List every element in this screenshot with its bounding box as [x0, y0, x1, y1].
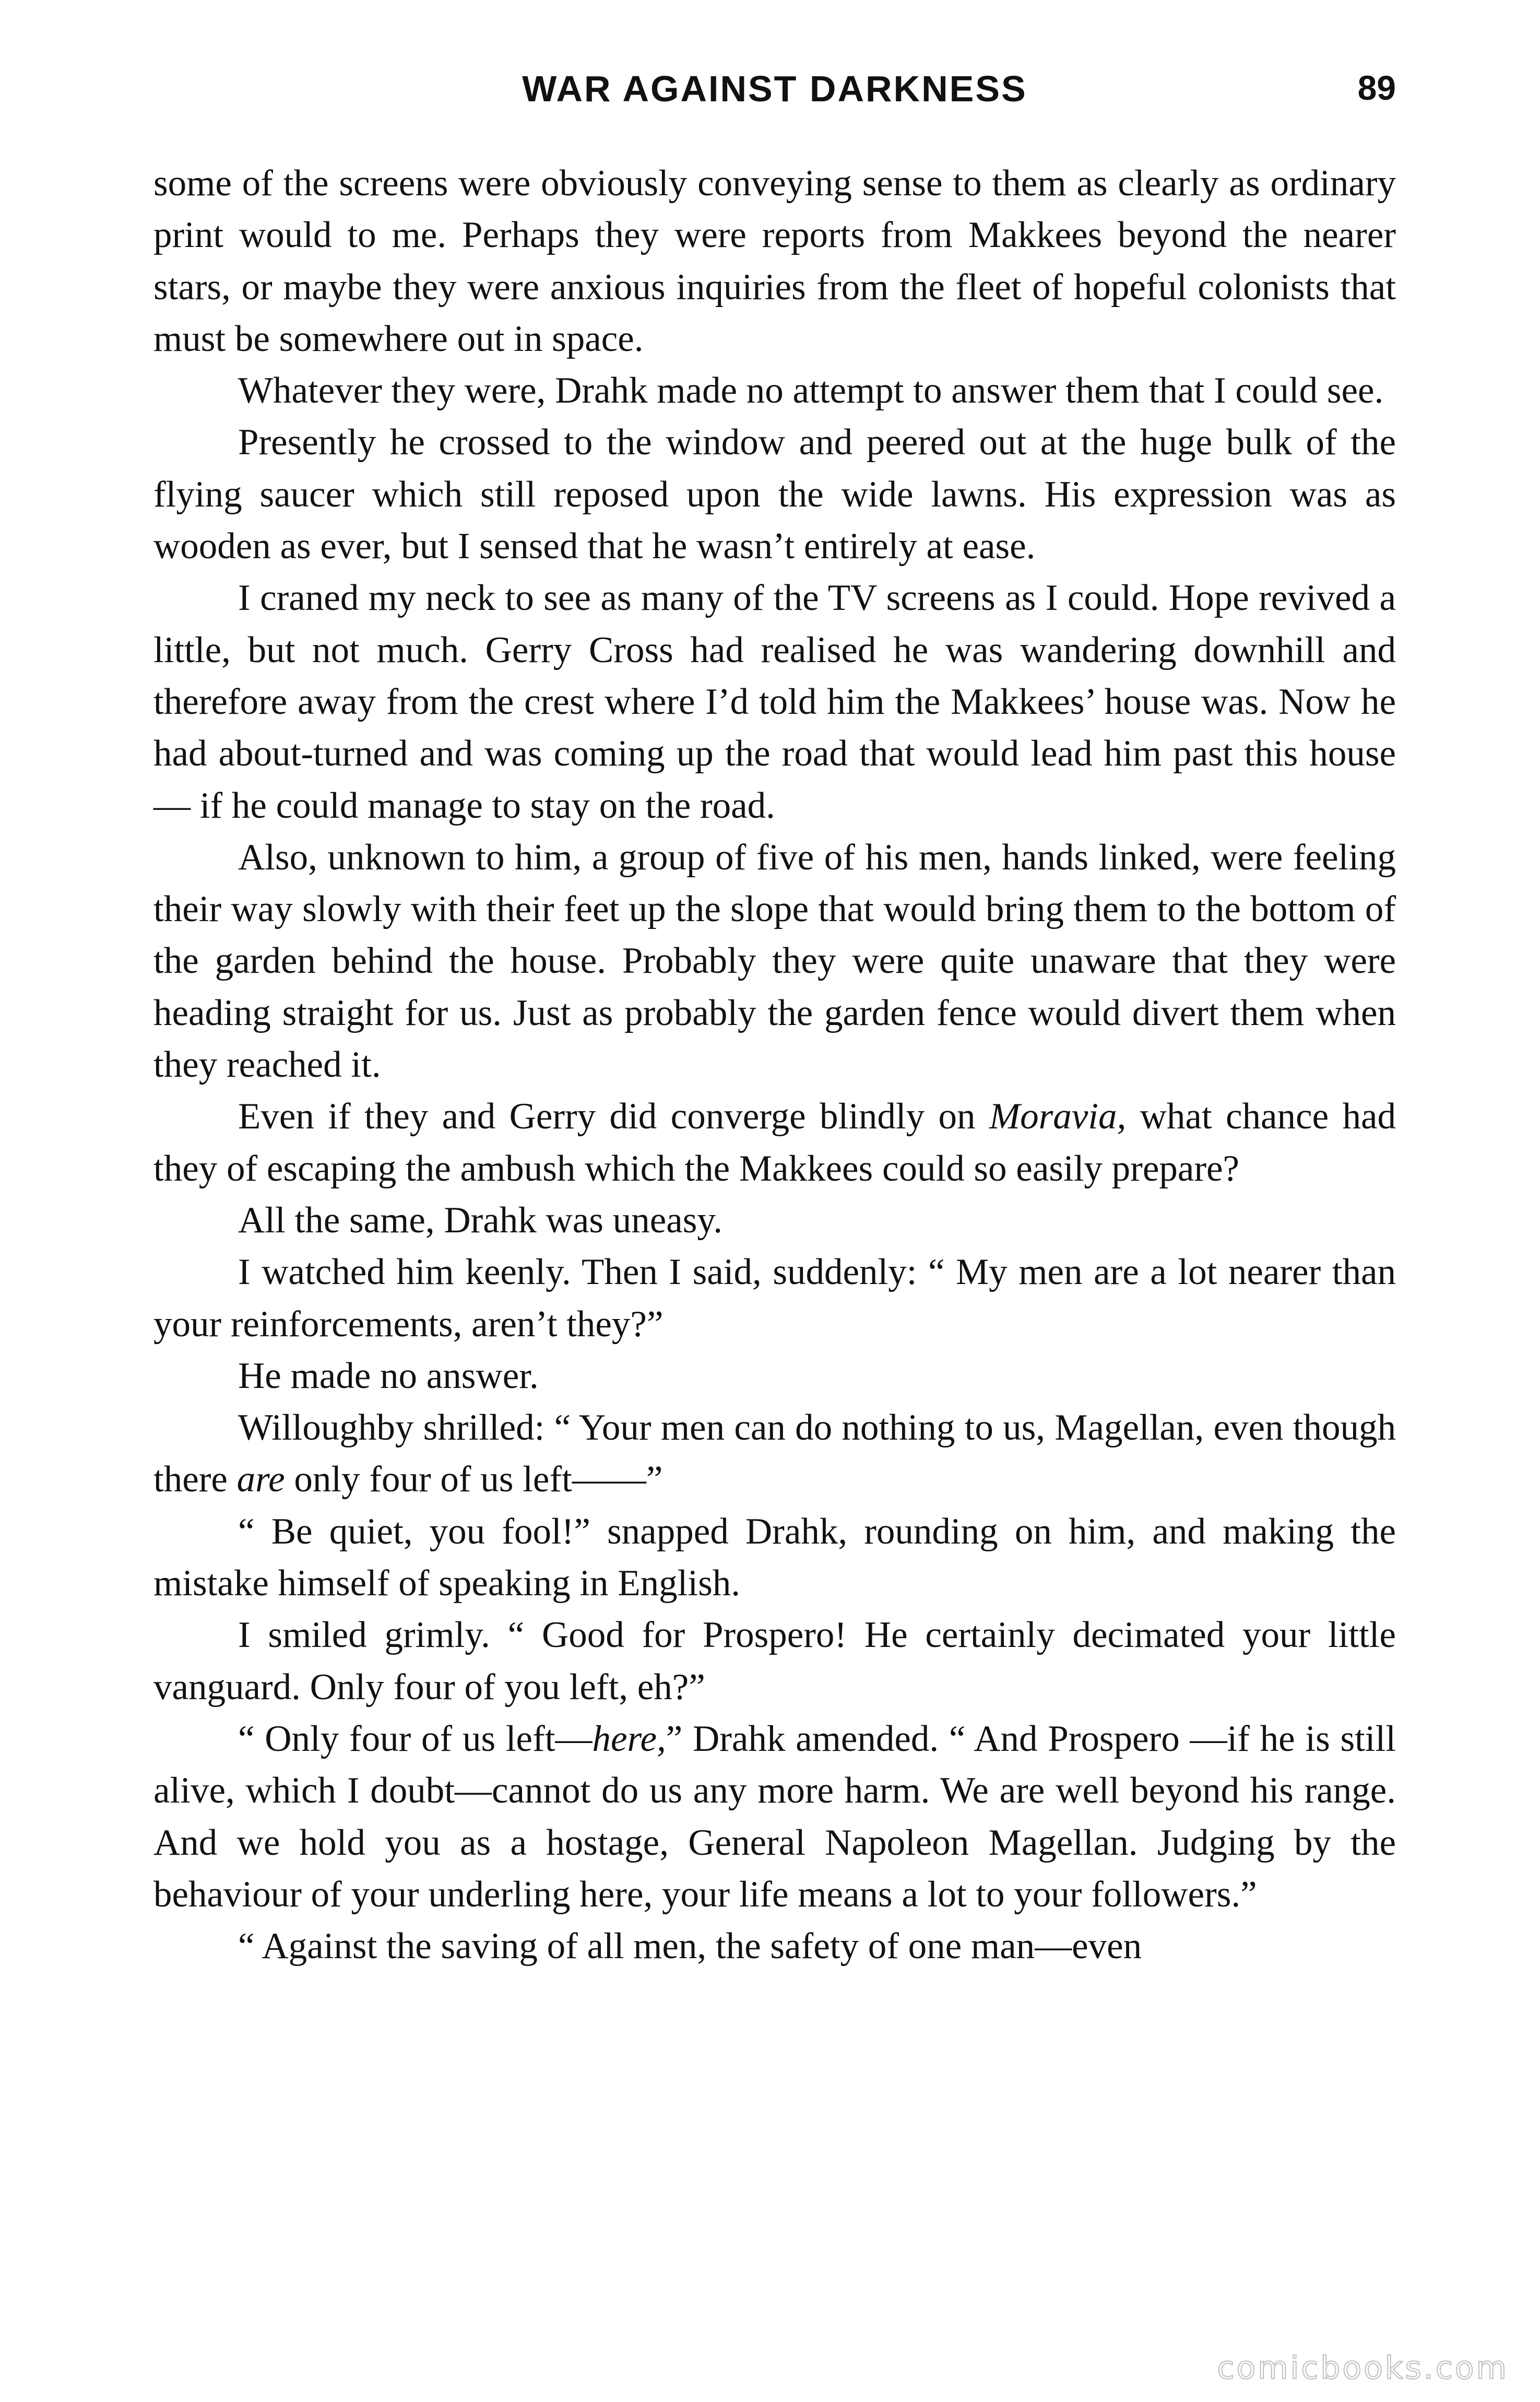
paragraph-10-italic-are: are	[236, 1459, 285, 1500]
paragraph-11: “ Be quiet, you fool!” snapped Drahk, rounding on him, and making the mistake himself of speaking in English.	[153, 1511, 1396, 1604]
running-head	[153, 62, 1396, 119]
running-title: WAR AGAINST DARKNESS	[522, 68, 1027, 109]
paragraph-10-text-after: only four of us left——”	[285, 1459, 663, 1500]
paragraph-13-text-before: “ Only four of us left—	[238, 1718, 593, 1759]
paragraph-14: “ Against the saving of all men, the safety of one man—even	[238, 1926, 1142, 1967]
paragraph-6-text-before: Even if they and Gerry did converge blindly on	[238, 1096, 989, 1137]
paragraph-1: some of the screens were obviously conveying sense to them as clearly as ordinary print would to me. Perhaps they were reports from Makkees beyond the nearer stars, or maybe they were anxious inquiries from the fleet of hopeful colonists that must be somewhere out in space.	[153, 163, 1396, 359]
paragraph-12: I smiled grimly. “ Good for Prospero! He certainly decimated your little vanguard. Only four of you left, eh?”	[153, 1615, 1396, 1708]
paragraph-9: He made no answer.	[238, 1355, 539, 1396]
body-text	[153, 158, 1396, 1972]
paragraph-13	[153, 1713, 1396, 1921]
watermark: comicbooks.com	[1217, 2350, 1509, 2386]
paragraph-10-text-before: Willoughby shrilled: “ Your men can do nothing to us, Magellan, even though there	[153, 1407, 1396, 1500]
page-number: 89	[1357, 68, 1396, 107]
paragraph-5: Also, unknown to him, a group of five of his men, hands linked, were feeling their way slowly with their feet up the slope that would bring them to the bottom of the garden behind the house. Probably they were quite unaware that they were heading straight for us. Just as probably the garden fence would divert them when they reached it.	[153, 837, 1396, 1086]
paragraph-4: I craned my neck to see as many of the TV screens as I could. Hope revived a little, but not much. Gerry Cross had realised he was wandering downhill and therefore away from the crest where I’d told him the Makkees’ house was. Now he had about-turned and was coming up the road that would lead him past this house— if he could manage to stay on the road.	[153, 578, 1396, 826]
paragraph-6-italic-moravia: Moravia,	[989, 1096, 1127, 1137]
paragraph-13-text-after: ” Drahk amended. “ And Prospero —if he is still alive, which I doubt—cannot do us any more harm. We are well beyond his range. And we hold you as a hostage, General Napoleon Magellan. Judging by the behaviour of your underling here, your life means a lot to your followers.”	[153, 1718, 1396, 1915]
paragraph-10	[153, 1402, 1396, 1506]
paragraph-8: I watched him keenly. Then I said, suddenly: “ My men are a lot nearer than your reinforcements, aren’t they?”	[153, 1252, 1396, 1345]
paragraph-6	[153, 1091, 1396, 1195]
paragraph-6-text-after: what chance had they of escaping the ambush which the Makkees could so easily prepare?	[153, 1096, 1396, 1189]
paragraph-7: All the same, Drahk was uneasy.	[238, 1199, 722, 1241]
paragraph-3: Presently he crossed to the window and peered out at the huge bulk of the flying saucer which still reposed upon the wide lawns. His expression was as wooden as ever, but I sensed that he wasn’t entirely at ease.	[153, 422, 1396, 567]
paragraph-13-italic-here: here,	[592, 1718, 666, 1759]
paragraph-2: Whatever they were, Drahk made no attempt to answer them that I could see.	[238, 370, 1384, 411]
